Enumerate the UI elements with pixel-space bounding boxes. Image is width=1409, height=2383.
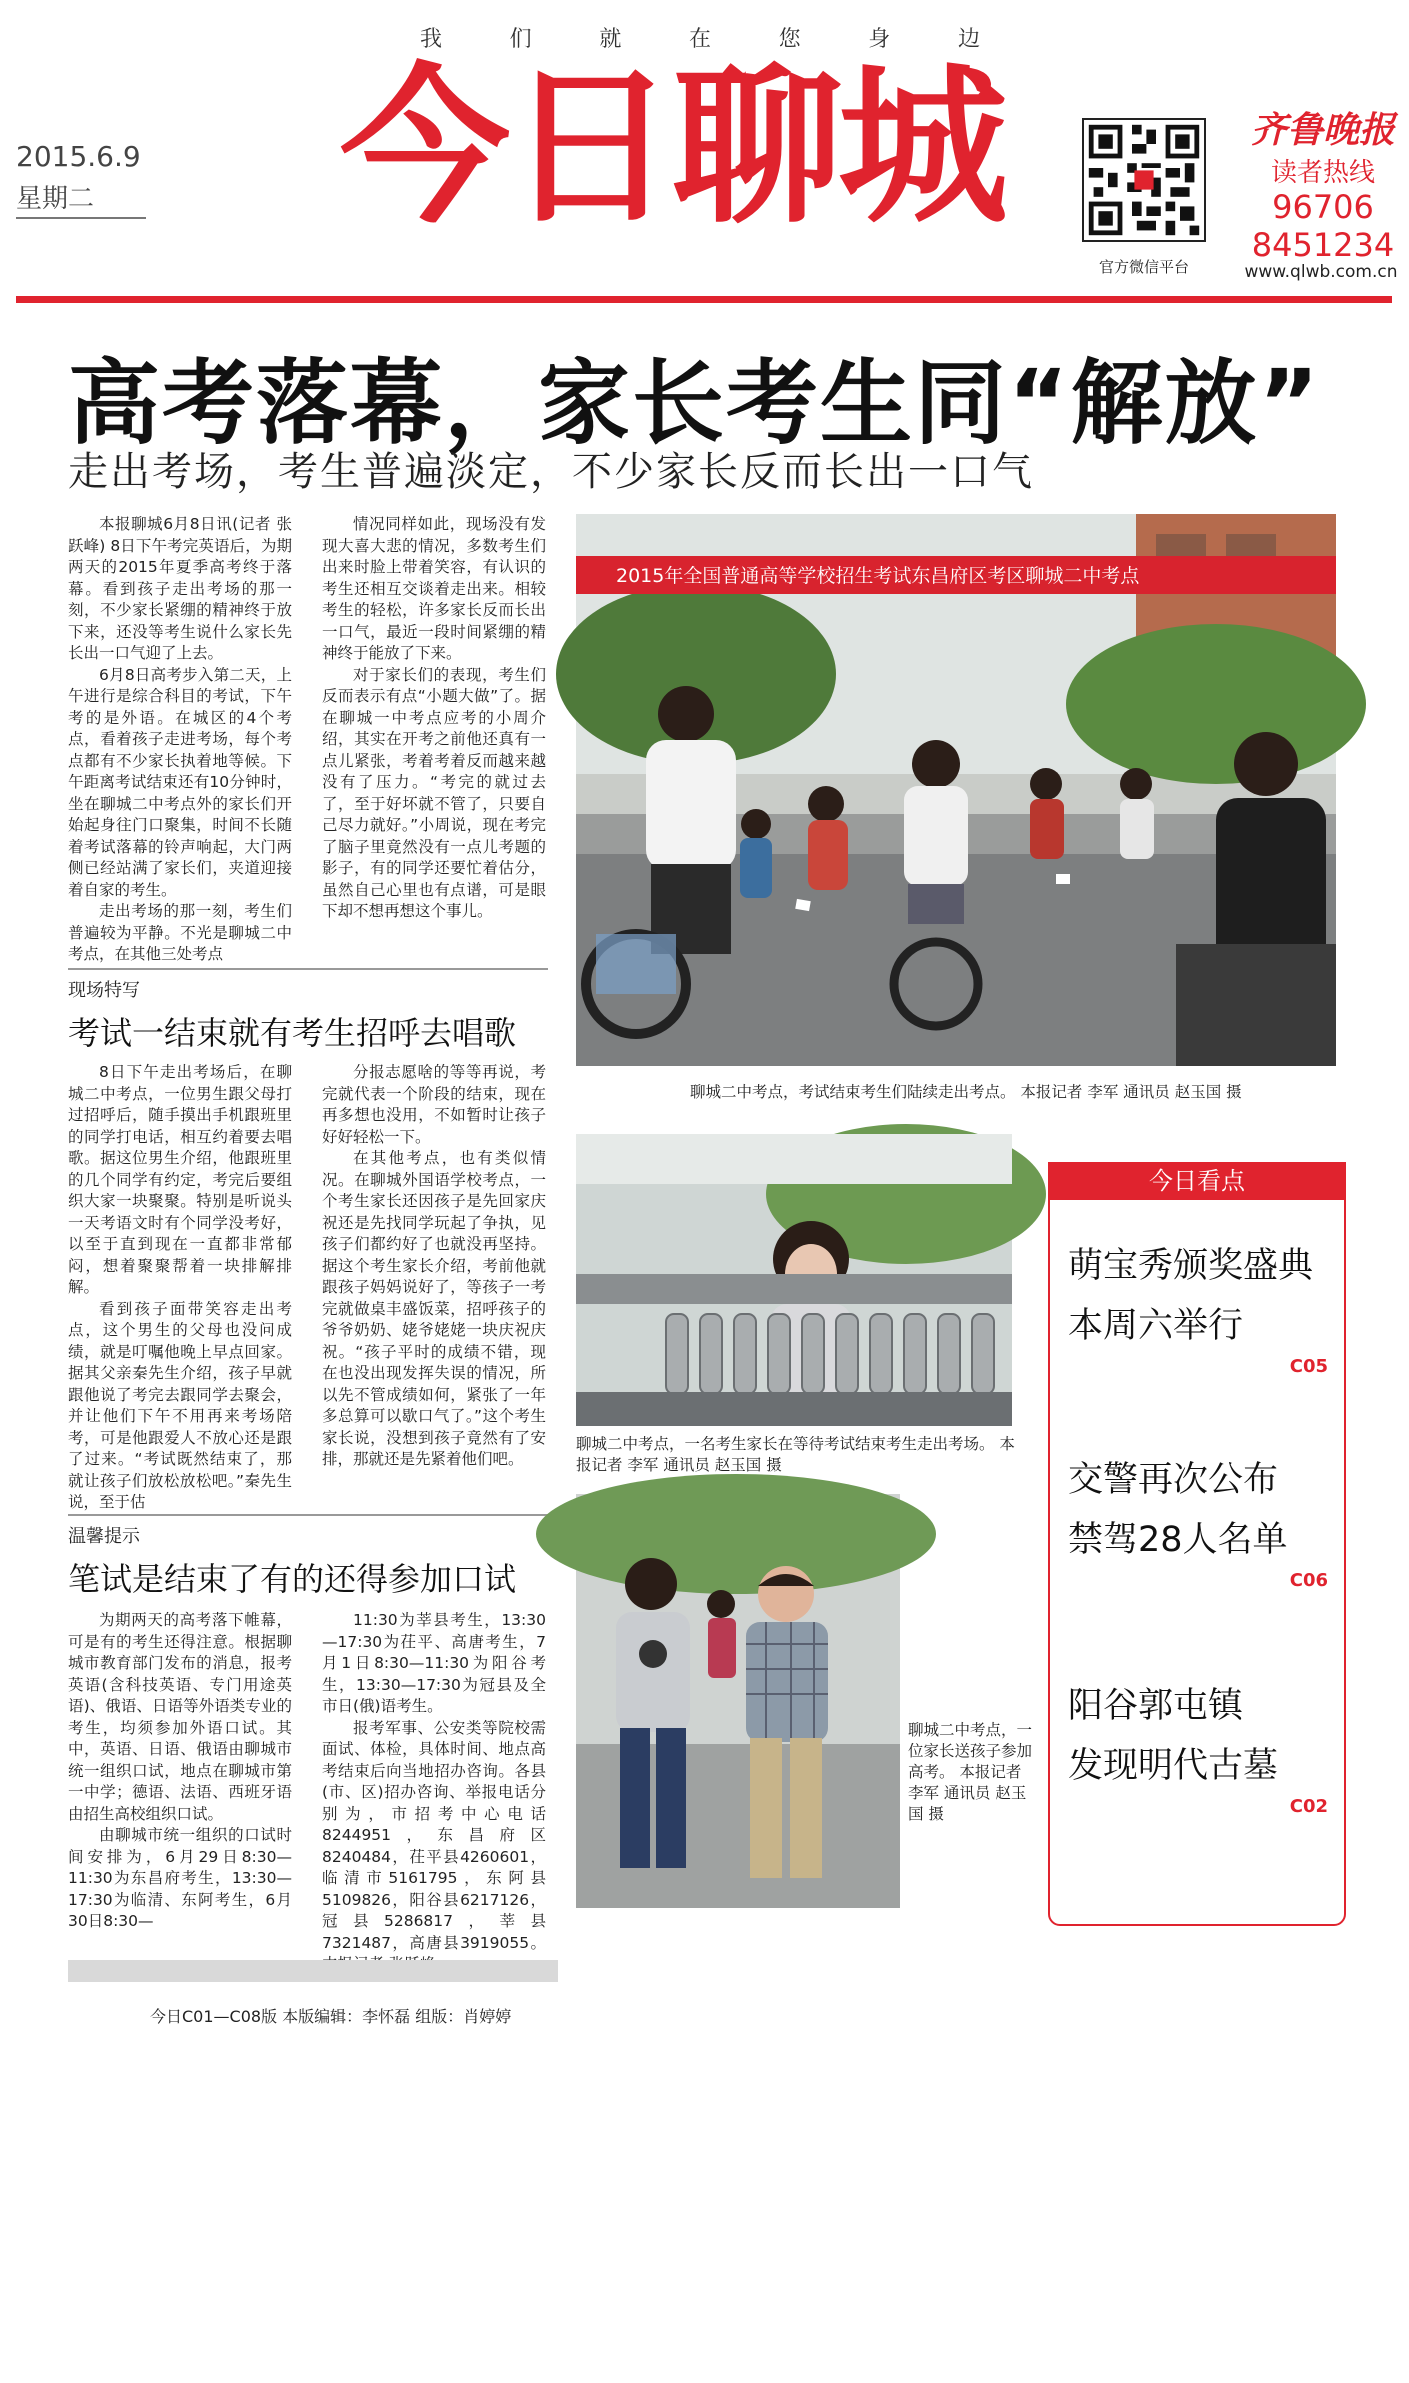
highlight-line: 禁驾28人名单	[1068, 1520, 1288, 1560]
paragraph: 由聊城市统一组织的口试时间安排为，6月29日8:30—11:30为东昌府考生，13:30—17:30为临清、东阿考生，6月30日8:30—	[68, 1826, 292, 1930]
paragraph: 情况同样如此，现场没有发现大喜大悲的情况，多数考生们出来时脸上带着笑容，有认识的考生还相互交谈着走出来。相较考生的轻松，许多家长反而长出一口气，最近一段时间紧绷的精神终于能放了下来。	[322, 515, 546, 662]
photo2-caption: 聊城二中考点，一名考生家长在等待考试结束考生走出考场。 本报记者 李军 通讯员 赵玉国 摄	[576, 1435, 1015, 1474]
qr-code-icon	[1082, 118, 1206, 242]
main-headline: 高考落幕，家长考生同“解放”	[68, 350, 1321, 457]
highlight-item[interactable]	[1068, 1676, 1328, 1817]
photo3-caption: 聊城二中考点，一位家长送孩子参加高考。 本报记者 李军 通讯员 赵玉国 摄	[908, 1721, 1033, 1823]
slogan-char: 就	[599, 27, 622, 52]
brand-logo: 齐鲁晚报	[1250, 109, 1395, 151]
highlight-item[interactable]	[1068, 1450, 1328, 1591]
header-divider	[16, 296, 1392, 303]
photo-students-leaving-exam	[576, 514, 1336, 1066]
hotline-phone: 96706	[1272, 188, 1374, 226]
highlight-line: 发现明代古墓	[1068, 1746, 1279, 1786]
slogan-char: 我	[420, 27, 443, 52]
qr-caption: 官方微信平台	[1098, 258, 1189, 276]
section3-title: 笔试是结束了有的还得参加口试	[68, 1560, 517, 1598]
masthead-logo: 今日聊城	[340, 47, 1005, 247]
section3-column-1	[68, 1610, 292, 1930]
issue-weekday: 星期二	[16, 178, 146, 219]
paragraph: 在其他考点，也有类似情况。在聊城外国语学校考点，一个考生家长还因孩子是先回家庆祝还是先找同学玩起了争执，见孩子们都约好了也就没再坚持。据这个考生家长介绍，考前他就跟孩子妈妈说好了，等孩子一考完就做桌丰盛饭菜，招呼孩子的爷爷奶奶、姥爷姥姥一块庆祝庆祝。“孩子平时的成绩不错，现在也没出现发挥失误的情况，所以先不管成绩如何，紧张了一年多总算可以歇口气了。”这个考生家长说，没想到孩子竟然有了安排，那就还是先紧着他们吧。	[322, 1149, 546, 1468]
slogan-char: 您	[778, 27, 801, 52]
section2-label: 现场特写	[68, 968, 548, 1002]
paragraph: 走出考场的那一刻，考生们普遍较为平静。不光是聊城二中考点，在其他三处考点	[68, 902, 292, 963]
article1-column-1	[68, 514, 292, 963]
highlight-line: 本周六举行	[1068, 1306, 1244, 1346]
paragraph: 本报聊城6月8日讯(记者 张跃峰) 8日下午考完英语后，为期两天的2015年夏季高考终于落幕。看到孩子走出考场的那一刻，不少家长紧绷的精神终于放下来，还没等考生说什么家长先长出一口气迎了上去。	[68, 515, 292, 662]
slogan-char: 们	[509, 27, 532, 52]
article1-column-2	[322, 514, 546, 950]
slogan-char: 身	[868, 27, 891, 52]
highlight-line: 萌宝秀颁奖盛典	[1068, 1246, 1314, 1286]
section2-column-1	[68, 1062, 292, 1511]
website-link[interactable]: www.qlwb.com.cn	[1244, 262, 1398, 282]
main-subhead: 走出考场，考生普遍淡定，不少家长反而长出一口气	[68, 449, 1034, 495]
photo-parent-waiting	[576, 1134, 1012, 1426]
paragraph: 11:30为莘县考生，13:30—17:30为茌平、高唐考生，7月1日8:30—11:30为阳谷考生，13:30—17:30为冠县及全市日(俄)语考生。	[322, 1611, 546, 1715]
photo-banner-text: 2015年全国普通高等学校招生考试东昌府区考区聊城二中考点	[616, 565, 1140, 587]
section3-column-2	[322, 1610, 546, 1952]
slogan-char: 在	[688, 27, 711, 52]
section2-title: 考试一结束就有考生招呼去唱歌	[68, 1014, 517, 1052]
paragraph: 分报志愿啥的等等再说，考完就代表一个阶段的结束，现在再多想也没用，不如暂时让孩子好好轻松一下。	[322, 1063, 546, 1146]
highlights-title: 今日看点	[1048, 1162, 1346, 1200]
highlight-line: 交警再次公布	[1068, 1460, 1279, 1500]
edition-credits: 今日C01—C08版 本版编辑：李怀磊 组版：肖婷婷	[150, 2007, 512, 2026]
photo1-caption: 聊城二中考点，考试结束考生们陆续走出考点。 本报记者 李军 通讯员 赵玉国 摄	[690, 1083, 1242, 1101]
page-reference: C06	[1289, 1570, 1328, 1591]
highlight-item[interactable]	[1068, 1236, 1328, 1377]
photo-parent-escorting-student	[576, 1494, 900, 1908]
highlight-line: 阳谷郭屯镇	[1068, 1686, 1244, 1726]
page-reference: C02	[1289, 1796, 1328, 1817]
hotline-label: 读者热线	[1270, 158, 1375, 188]
paragraph: 看到孩子面带笑容走出考点，这个男生的父母也没问成绩，就是叮嘱他晚上早点回家。据其父亲秦先生介绍，孩子早就跟他说了考完去跟同学去聚会，并让他们下午不用再来考场陪考，可是他跟爱人不放心还是跟了过来。“考试既然结束了，那就让孩子们放松放松吧。”秦先生说，至于估	[68, 1299, 292, 1511]
slogan-char: 边	[957, 27, 980, 52]
paragraph: 6月8日高考步入第二天，上午进行是综合科目的考试，下午考的是外语。在城区的4个考点，看着孩子走进考场，每个考点都有不少家长执着地等候。下午距离考试结束还有10分钟时，坐在聊城二中考点外的家长们开始起身往门口聚集，时间不长随着考试落幕的铃声响起，大门两侧已经站满了家长们，夹道迎接着自家的考生。	[68, 665, 292, 899]
paragraph: 8日下午走出考场后，在聊城二中考点，一位男生跟父母打过招呼后，随手摸出手机跟班里的同学打电话，相互约着要去唱歌。据这位男生介绍，他跟班里的几个同学有约定，考完后要组织大家一块聚聚。特别是听说头一天考语文时有个同学没考好，以至于直到现在一直都非常郁闷，想着聚聚帮着一块排解排解。	[68, 1063, 292, 1296]
paragraph: 报考军事、公安类等院校需面试、体检，具体时间、地点高考结束后向当地招办咨询。各县(市、区)招办咨询、举报电话分别为，市招考中心电话8244951，东昌府区8240484，茌平县4260601，临清市5161795，东阿县5109826，阳谷县6217126，冠县5286817，莘县7321487，高唐县3919055。	[322, 1718, 546, 1952]
paragraph: 对于家长们的表现，考生们反而表示有点“小题大做”了。据在聊城一中考点应考的小周介绍，其实在开考之前他还真有一点儿紧张，考着考着反而越来越没有了压力。“考完的就过去了，至于好坏就不管了，只要自己尽力就好。”小周说，现在考完了脑子里竟然没有一点儿考题的影子，有的同学还要忙着估分，虽然自己心里也有点谱，可是眼下却不想再想这个事儿。	[322, 665, 546, 920]
issue-date: 2015.6.9	[16, 140, 141, 173]
page-reference: C05	[1289, 1356, 1328, 1377]
paragraph: 为期两天的高考落下帷幕，可是有的考生还得注意。根据聊城市教育部门发布的消息，报考英语(含科技英语、专门用途英语)、俄语、日语等外语类专业的考生，均须参加外语口试。其中，英语、日语、俄语由聊城市统一组织口试，地点在聊城市第一中学；德语、法语、西班牙语由招生高校组织口试。	[68, 1611, 292, 1823]
footer-divider	[68, 1960, 558, 1982]
section2-column-2	[322, 1062, 546, 1492]
section3-label: 温馨提示	[68, 1514, 548, 1548]
hotline-phone: 8451234	[1251, 226, 1395, 264]
